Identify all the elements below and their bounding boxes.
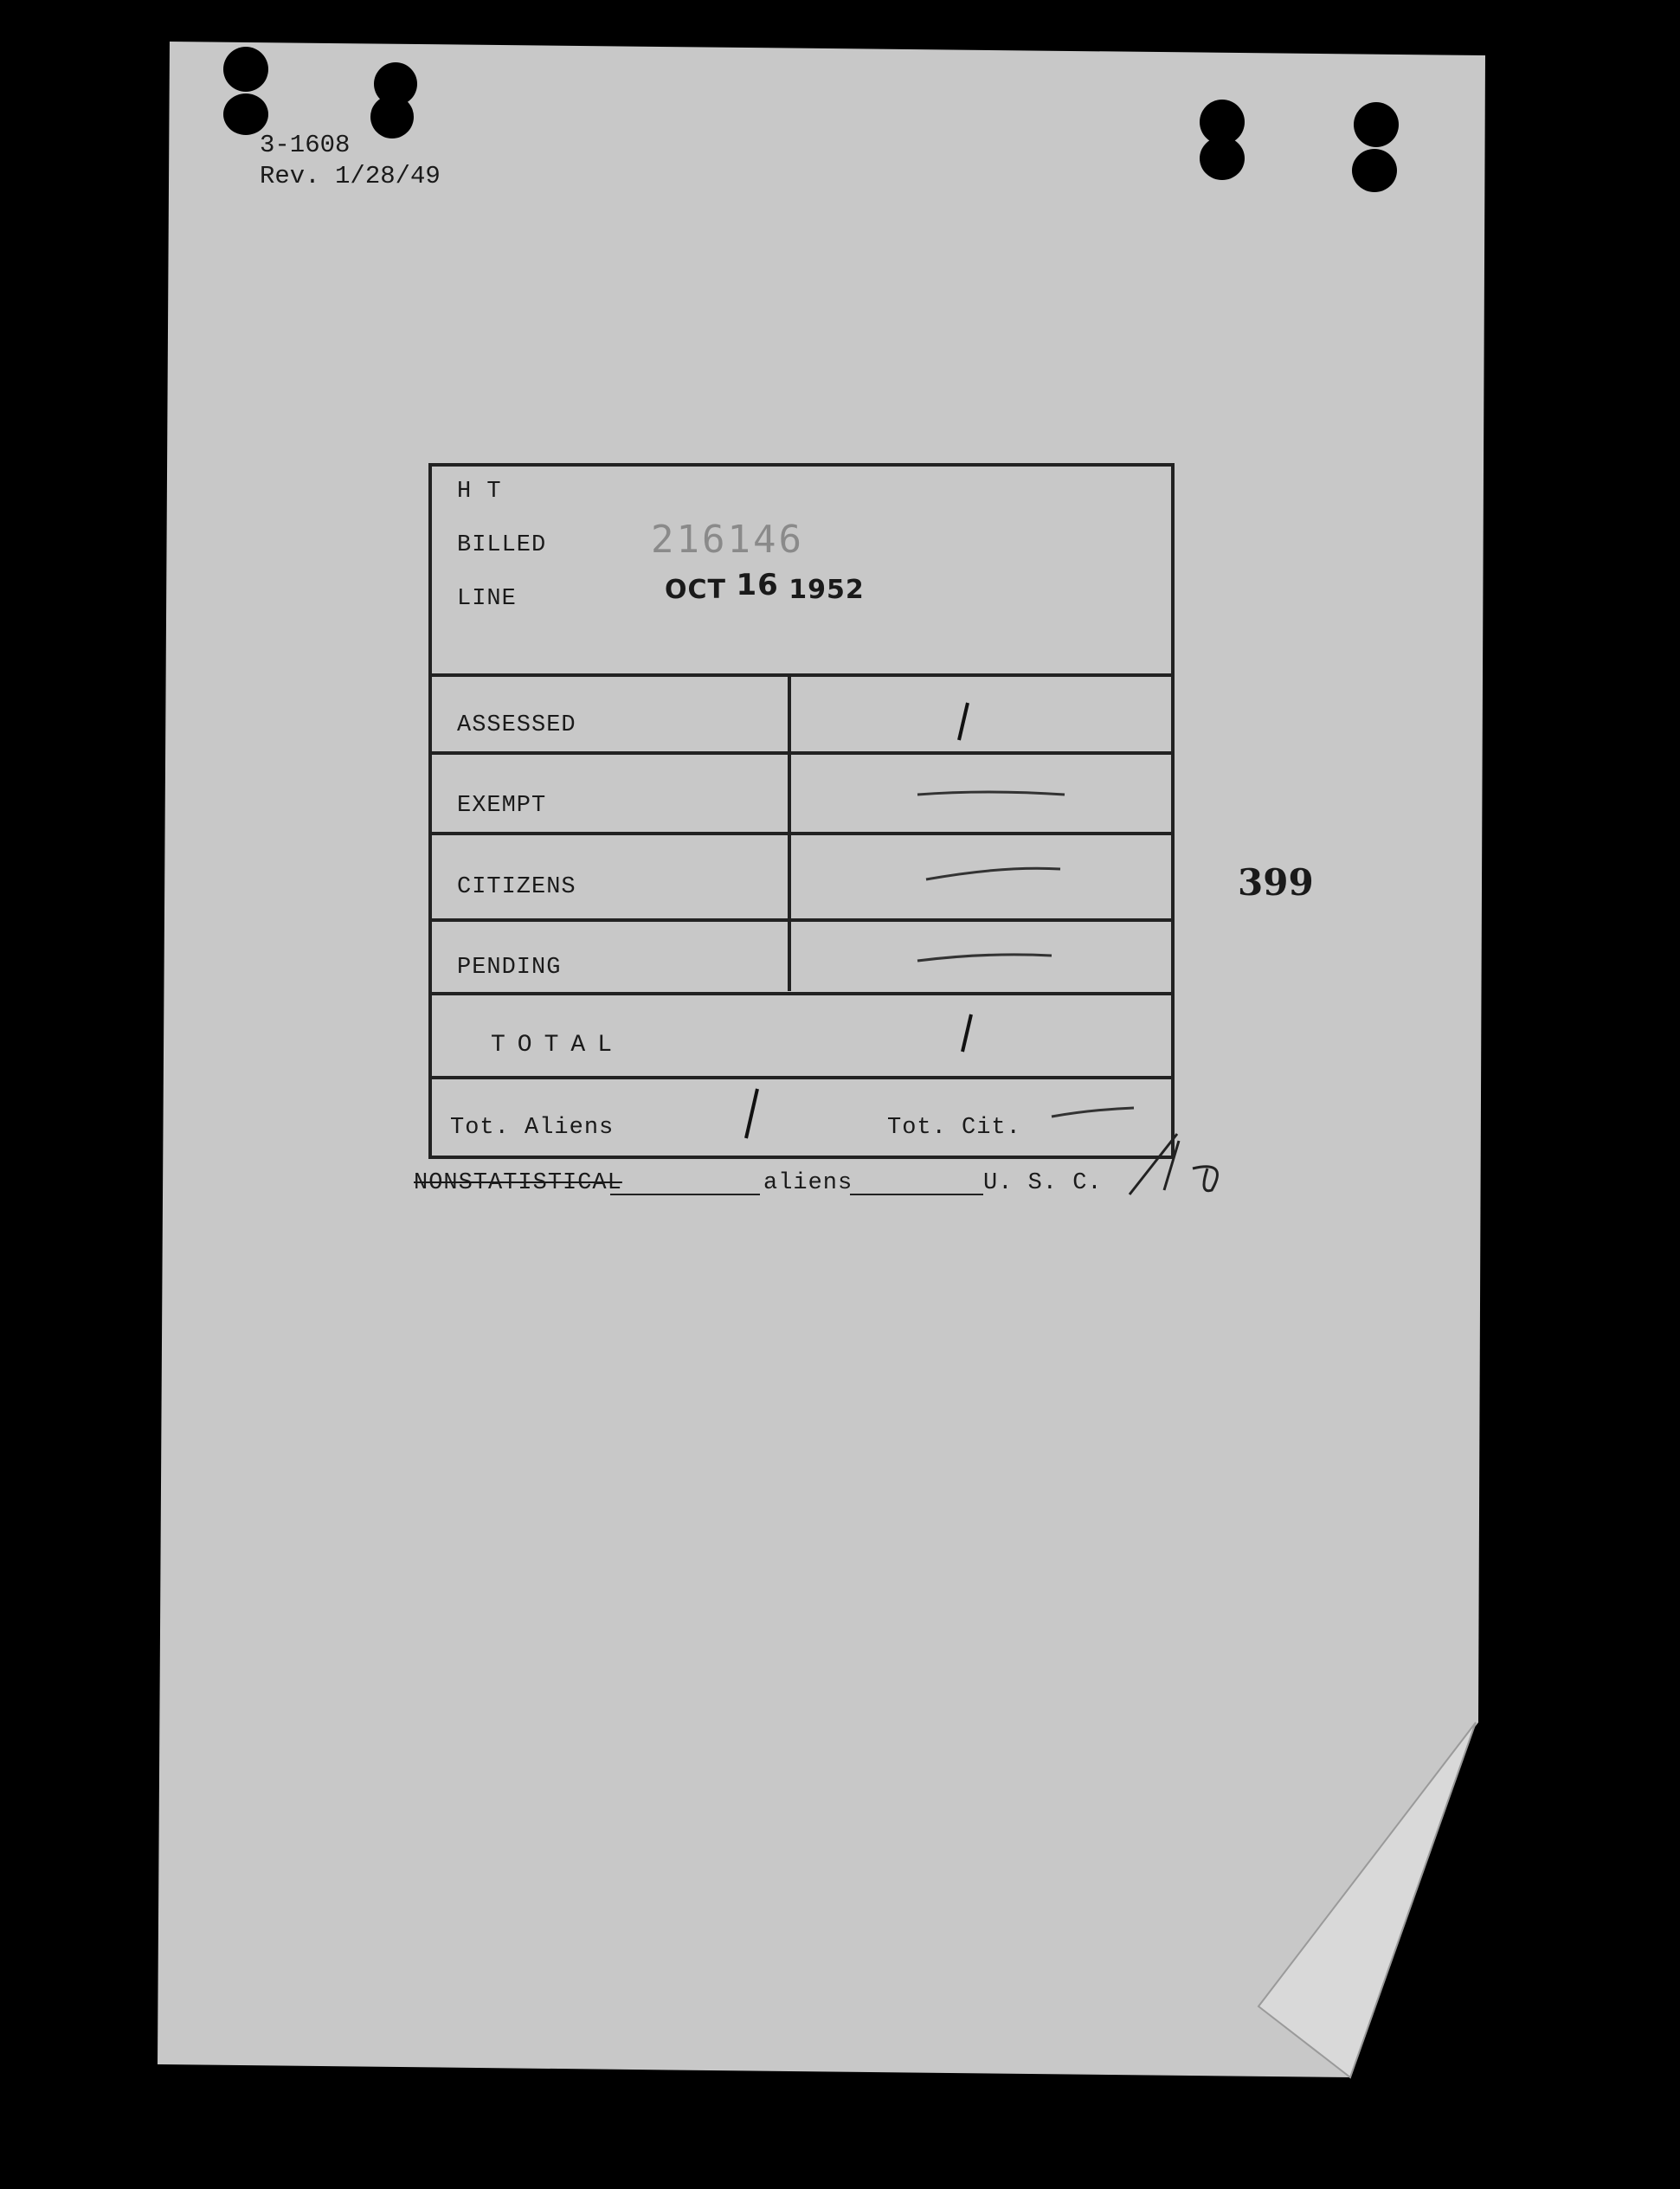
form-code: 3-1608 <box>260 131 351 159</box>
usc-label: U. S. C. <box>983 1170 1103 1196</box>
citizens-label: CITIZENS <box>457 874 576 900</box>
exempt-label: EXEMPT <box>457 793 547 819</box>
date-month: OCT <box>665 575 726 605</box>
ht-label: H T <box>457 479 502 505</box>
nonstatistical-label: NONSTATISTICAL <box>414 1170 622 1196</box>
tot-cit-label: Tot. Cit. <box>887 1115 1021 1141</box>
punch-hole <box>223 93 268 135</box>
serial-stamp: 216146 <box>651 518 804 562</box>
total-label: TOTAL <box>491 1032 625 1059</box>
line-label: LINE <box>457 586 517 612</box>
billed-label: BILLED <box>457 532 547 558</box>
date-day: 16 <box>736 568 779 602</box>
date-year: 1952 <box>789 575 865 605</box>
pending-label: PENDING <box>457 955 562 981</box>
assessed-label: ASSESSED <box>457 712 576 738</box>
punch-hole <box>1352 149 1397 192</box>
punch-hole <box>1200 137 1245 180</box>
punch-hole <box>1354 102 1399 147</box>
page-number: 399 <box>1238 861 1314 904</box>
paper-body <box>158 42 1485 2077</box>
form-revision: Rev. 1/28/49 <box>260 162 441 190</box>
aliens-label: aliens <box>763 1170 853 1196</box>
tot-aliens-label: Tot. Aliens <box>450 1115 615 1141</box>
date-stamp <box>665 568 865 606</box>
form-code-block <box>260 130 441 192</box>
punch-hole <box>223 47 268 92</box>
